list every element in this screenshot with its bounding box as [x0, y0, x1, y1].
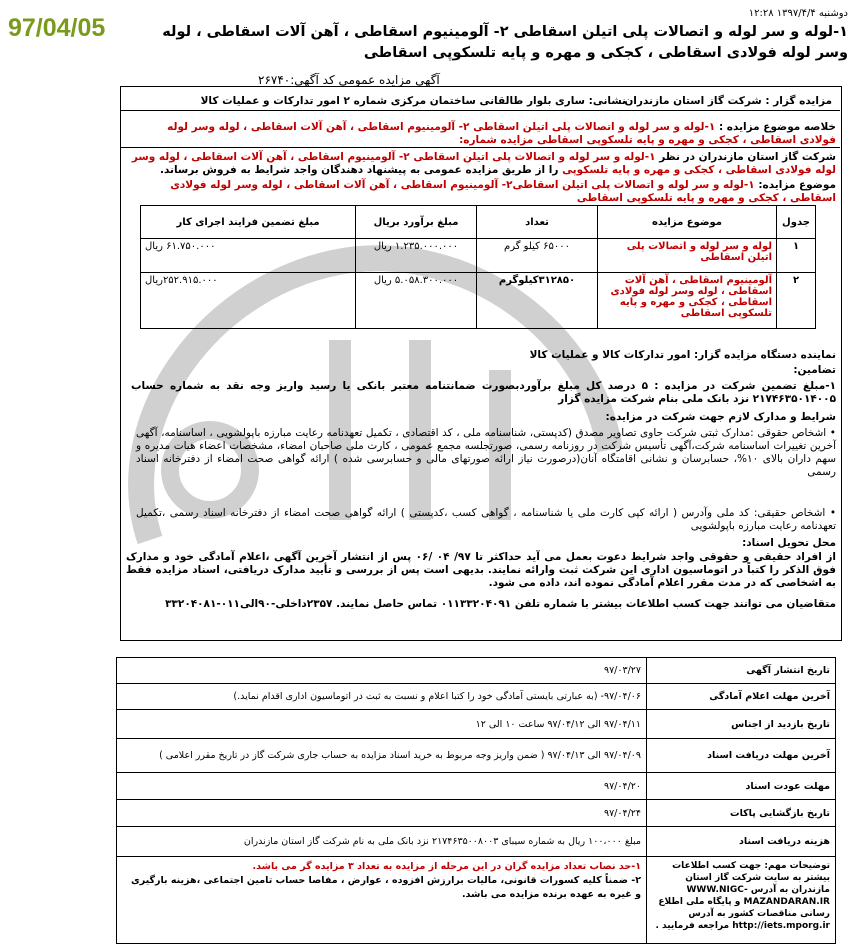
subject [128, 179, 836, 205]
row-subject: آلومینیوم اسقاطی ، آهن آلات اسقاطی ، لوله وسر لوله فولادی اسقاطی ، کجکی و مهره و پایه تلسکوپی اسقاطی [598, 273, 777, 329]
delivery-text: از افراد حقیقی و حقوقی واجد شرایط دعوت بعمل می آید حداکثر تا ۹۷/ ۰۴ /۰۶ پس از انتشار آخرین آگهی ،اعلام آمادگی خود و مدارک فوق الذکر را کتباً در اتوماسیون اداری این شرکت ثبت وارائه نمایند. بدیهی است پس از بررسی و تأیید مدارک دریافتی، اسناد مزایده فقط به اشخاصی که در مدت مقرر اعلام آمادگی نموده اند، داده می شود. [126, 551, 836, 589]
bullet-dot: • [825, 507, 837, 519]
subject-label: موضوع مزایده: [758, 179, 836, 191]
col-header: جدول [777, 206, 816, 239]
info-row [117, 710, 836, 739]
info-key: تاریخ بازدید از اجناس [647, 710, 836, 739]
row-guarantee: ۲۵۲.۹۱۵.۰۰۰ریال [141, 273, 356, 329]
info-key: آخرین مهلت اعلام آمادگی [647, 684, 836, 710]
info-row [117, 827, 836, 857]
info-row [117, 800, 836, 827]
summary-text: ۱-لوله و سر لوله و اتصالات پلی اتیلن اسقاطی ۲- آلومینیوم اسقاطی ، آهن آلات اسقاطی ، لوله وسر لوله فولادی اسقاطی ، کجکی و مهره و پایه تلسکوپی اسقاطی مزایده شماره: [167, 121, 836, 146]
notes-red: ۱-حد نصاب تعداد مزایده گران در این مرحله از مزایده به تعداد ۳ مزایده گر می باشد. [252, 861, 641, 872]
info-value: ۹۷/۰۴/۲۴ [117, 800, 647, 827]
row-qty: ۳۱۲۸۵۰کیلوگرم [477, 273, 598, 329]
auction-code: آگهی مزایده عمومی کد آگهی:۲۶۷۴۰ [258, 73, 440, 87]
delivery-label: محل تحویل اسناد: [742, 537, 836, 549]
col-header: مبلغ تضمین فرایند اجرای کار [141, 206, 356, 239]
row-qty: ۶۵۰۰۰ کیلو گرم [477, 239, 598, 273]
row-estimate: ۵.۰۵۸.۳۰۰.۰۰۰ ریال [356, 273, 477, 329]
notes-value [117, 857, 647, 944]
divider [121, 147, 840, 148]
info-value: مبلغ ۱۰۰،۰۰۰ ریال به شماره سیبای ۲۱۷۴۶۳۵۰۰۸۰۰۳ نزد بانک ملی به نام شرکت گاز استان مازندران [117, 827, 647, 857]
info-value: ۹۷/۰۴/۱۱ الی ۹۷/۰۴/۱۲ ساعت ۱۰ الی ۱۲ [117, 710, 647, 739]
row-estimate: ۱.۲۳۵.۰۰۰.۰۰۰ ریال [356, 239, 477, 273]
print-date: دوشنبه ۱۳۹۷/۴/۴ ۱۲:۲۸ [748, 8, 848, 19]
info-value: ۹۷/۰۴/۰۶- (به عبارتی بایستی آمادگی خود را کتبا اعلام و نسبت به ثبت در اتوماسیون اداری اقدام نماید.) [117, 684, 647, 710]
info-row [117, 684, 836, 710]
conditions-label: شرایط و مدارک لازم جهت شرکت در مزایده: [605, 411, 836, 423]
col-header: موضوع مزایده [598, 206, 777, 239]
info-value: ۹۷/۰۴/۲۰ [117, 773, 647, 800]
notes-key: توضیحات مهم: جهت کسب اطلاعات بیشتر به سایت شرکت گاز استان مازندران به آدرس WWW.NIGC-MAZANDARAN.IR و پایگاه ملی اطلاع رسانی مناقصات کشور به آدرس http://iets.mporg.ir مراجعه فرمایید . [647, 857, 836, 944]
bullet-legal [136, 427, 836, 479]
divider [121, 110, 840, 111]
info-row [117, 773, 836, 800]
info-key: مهلت عودت اسناد [647, 773, 836, 800]
page-title: ۱-لوله و سر لوله و اتصالات پلی اتیلن اسقاطی ۲- آلومینیوم اسقاطی ، آهن آلات اسقاطی ، لوله وسر لوله فولادی اسقاطی ، کجکی و مهره و پایه تلسکوپی اسقاطی [162, 24, 848, 61]
address: نشانی: ساری بلوار طالقانی ساختمان مرکزی شماره ۲ امور تدارکات و عملیات کالا [200, 95, 626, 107]
date-stamp: 97/04/05 [8, 14, 106, 42]
guarantees-label: تضامین: [793, 364, 836, 376]
representative: نماینده دستگاه مزایده گزار: امور تدارکات کالا و عملیات کالا [529, 349, 836, 361]
col-header: تعداد [477, 206, 598, 239]
info-value: ۹۷/۰۳/۲۷ [117, 658, 647, 684]
row-num: ۲ [777, 273, 816, 329]
items-header-row [141, 206, 816, 239]
table-row [141, 273, 816, 329]
bullet-natural [136, 507, 836, 533]
row-guarantee: ۶۱.۷۵۰.۰۰۰ ریال [141, 239, 356, 273]
info-row [117, 857, 836, 944]
subject-text: ۱-لوله و سر لوله و اتصالات پلی اتیلن اسقاطی۲- آلومینیوم اسقاطی ، آهن آلات اسقاطی ، لوله وسر لوله فولادی اسقاطی ، کجکی و مهره و پایه تلسکوپی اسقاطی [170, 179, 836, 204]
info-key: تاریخ بازگشایی پاکات [647, 800, 836, 827]
row-subject: لوله و سر لوله و اتصالات پلی اتیلن اسقاطی [598, 239, 777, 273]
info-key: آخرین مهلت دریافت اسناد [647, 739, 836, 773]
col-header: مبلغ برآورد بریال [356, 206, 477, 239]
notes-black: ۲- ضمناً کلیه کسورات قانونی، مالیات برارزش افزوده ، عوارض ، مفاصا حساب تامین اجتماعی ،هزینه بارگیری و غیره به عهده برنده مزایده می باشد. [130, 875, 641, 900]
info-table [116, 657, 836, 944]
row-num: ۱ [777, 239, 816, 273]
intro-c: را از طریق مزایده عمومی به پیشنهاد دهندگان واجد شرایط به فروش برساند. [159, 164, 559, 176]
items-table [140, 205, 816, 329]
summary-label: خلاصه موضوع مزایده : [718, 121, 836, 133]
table-row [141, 239, 816, 273]
intro-a: شرکت گاز استان مازندران در نظر [659, 151, 836, 163]
auctioneer: مزایده گزار : شرکت گاز استان مازندران [624, 95, 832, 107]
summary [131, 121, 836, 147]
intro-b: ۱-لوله و سر لوله و اتصالات پلی اتیلن اسقاطی ۲- آلومینیوم اسقاطی ، آهن آلات اسقاطی ، لوله وسر لوله فولادی اسقاطی ، کجکی و مهره و پایه تلسکوپی [131, 151, 836, 176]
bullet-natural-text: اشخاص حقیقی: کد ملی وآدرس ( ارائه کپی کارت ملی یا شناسنامه ، گواهی کسب ،کدپستی ) ارائه گواهی صحت امضاء از دفترخانه اسناد رسمی ،تکمیل تعهدنامه رعایت مبارزه باپولشویی [136, 507, 836, 532]
info-key: هزینه دریافت اسناد [647, 827, 836, 857]
bullet-legal-text: اشخاص حقوقی :مدارک ثبتی شرکت حاوی تصاویر مصدق (کدپستی، شناسنامه ملی ، کد اقتصادی ، تکمیل تعهدنامه رعایت مبارزه باپولشویی ، اساسنامه، آگهی آخرین تغییرات اساسنامه شرکت،آگهی تأسیس شرکت در روزنامه رسمی، صورتجلسه مجمع عمومی ، کارت ملی صاحبان امضاء، مشخصات اعضاء هیات مدیره و سهم داران بالای ۱۰%، حسابرسان و نشانی اقامتگاه آنان(درصورت نیاز ارائه صورتهای مالی و حسابرسی شده ) ارائه گواهی صحت امضاء از دفترخانه اسناد رسمی [136, 427, 836, 478]
contact-text: متقاضیان می توانند جهت کسب اطلاعات بیشتر با شماره تلفن ۰۱۱۳۳۲۰۴۰۹۱ تماس حاصل نمایند. ۲۳۵۷داخلی-۹۰الی۰۱۱-۳۳۲۰۴۰۸۱ [165, 598, 836, 610]
info-row [117, 658, 836, 684]
info-row [117, 739, 836, 773]
intro [128, 151, 836, 177]
info-key: تاریخ انتشار آگهی [647, 658, 836, 684]
info-value: ۹۷/۰۴/۰۹ الی ۹۷/۰۴/۱۳ ( ضمن واریز وجه مربوط به خرید اسناد مزایده به حساب جاری شرکت گاز در تاریخ مقرر اعلامی ) [117, 739, 647, 773]
guarantee-text: ۱-مبلغ تضمین شرکت در مزایده : ۵ درصد کل مبلغ برآوردبصورت ضمانتنامه معتبر بانکی یا رسید واریز وجه نقد به شماره حساب ۲۱۷۴۶۳۵۰۱۴۰۰۵ نزد بانک ملی بنام شرکت مزایده گزار [131, 380, 836, 405]
bullet-dot: • [826, 427, 836, 439]
